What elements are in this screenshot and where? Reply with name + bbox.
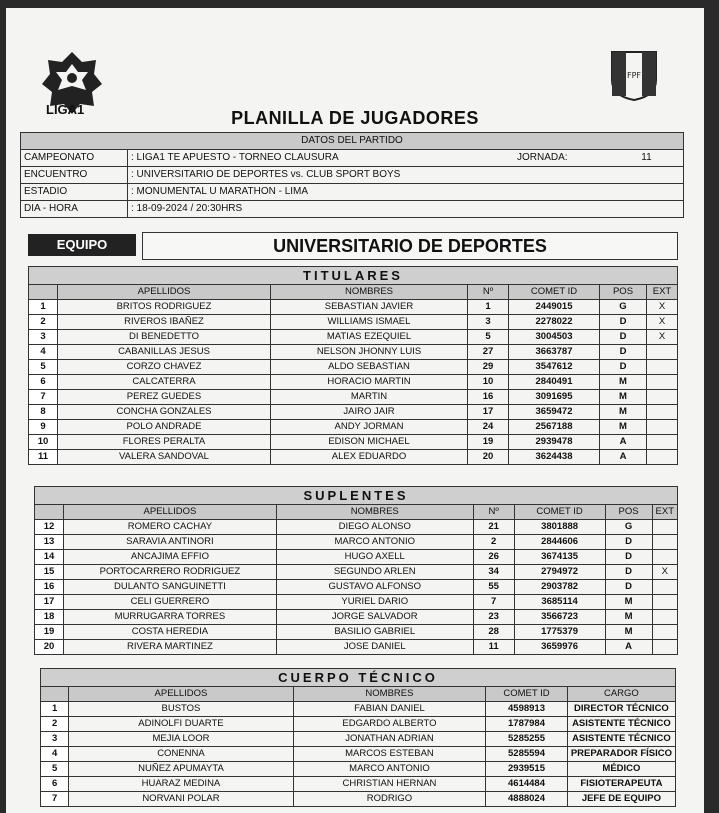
table-row — [35, 580, 678, 595]
cell-numero: 11 — [473, 640, 514, 655]
cell-pos: D — [605, 565, 652, 580]
table-row — [41, 702, 676, 717]
cell-comet: 2939478 — [509, 435, 600, 450]
cell-nombres: ALDO SEBASTIAN — [271, 360, 468, 375]
estadio-label: ESTADIO — [21, 184, 128, 201]
cell-cargo: FISIOTERAPEUTA — [567, 777, 675, 792]
cell-apellidos: RIVEROS IBAÑEZ — [58, 315, 271, 330]
suplentes-title: SUPLENTES — [35, 487, 678, 505]
cell-apellidos: VALERA SANDOVAL — [58, 450, 271, 465]
cell-apellidos: NORVANI POLAR — [69, 792, 294, 807]
cell-n: 6 — [29, 375, 58, 390]
planilla-sheet — [6, 8, 704, 813]
cell-cargo: MÉDICO — [567, 762, 675, 777]
cell-nombres: GUSTAVO ALFONSO — [276, 580, 473, 595]
cell-cargo: ASISTENTE TÉCNICO — [567, 732, 675, 747]
cell-ext — [647, 360, 678, 375]
cell-comet: 2844606 — [514, 535, 605, 550]
cell-comet: 3663787 — [509, 345, 600, 360]
cell-nombres: MARCO ANTONIO — [293, 762, 486, 777]
estadio-value: : MONUMENTAL U MARATHON - LIMA — [128, 184, 684, 201]
cell-nombres: NELSON JHONNY LUIS — [271, 345, 468, 360]
fpf-logo-text: FPF — [626, 71, 642, 80]
cell-nombres: BASILIO GABRIEL — [276, 625, 473, 640]
table-row — [41, 762, 676, 777]
cell-nombres: JOSE DANIEL — [276, 640, 473, 655]
cell-apellidos: RIVERA MARTINEZ — [63, 640, 276, 655]
cell-apellidos: HUARAZ MEDINA — [69, 777, 294, 792]
cell-comet: 2903782 — [514, 580, 605, 595]
cell-ext — [652, 535, 677, 550]
table-row — [29, 390, 678, 405]
cell-nombres: YURIEL DARIO — [276, 595, 473, 610]
jornada-label: JORNADA: — [514, 150, 610, 167]
cell-cargo: PREPARADOR FÍSICO — [567, 747, 675, 762]
col-apellidos: APELLIDOS — [69, 687, 294, 702]
cell-numero: 17 — [468, 405, 509, 420]
cell-ext — [647, 405, 678, 420]
cell-comet: 4614484 — [486, 777, 568, 792]
cell-apellidos: ADINOLFI DUARTE — [69, 717, 294, 732]
table-row — [29, 300, 678, 315]
cell-numero: 23 — [473, 610, 514, 625]
cell-nombres: MATIAS EZEQUIEL — [271, 330, 468, 345]
table-row — [35, 610, 678, 625]
cell-comet: 3547612 — [509, 360, 600, 375]
cell-comet: 3659472 — [509, 405, 600, 420]
col-cargo: CARGO — [567, 687, 675, 702]
cell-numero: 16 — [468, 390, 509, 405]
cell-pos: M — [605, 625, 652, 640]
cell-pos: M — [605, 610, 652, 625]
cell-numero: 24 — [468, 420, 509, 435]
cell-nombres: JONATHAN ADRIAN — [293, 732, 486, 747]
cell-apellidos: CALCATERRA — [58, 375, 271, 390]
table-row — [41, 747, 676, 762]
cell-apellidos: COSTA HEREDIA — [63, 625, 276, 640]
cell-apellidos: CONENNA — [69, 747, 294, 762]
encuentro-value: : UNIVERSITARIO DE DEPORTES vs. CLUB SPORT BOYS — [128, 167, 684, 184]
table-row — [35, 550, 678, 565]
col-nombres: NOMBRES — [293, 687, 486, 702]
cell-nombres: MARTIN — [271, 390, 468, 405]
cell-numero: 28 — [473, 625, 514, 640]
cell-nombres: FABIAN DANIEL — [293, 702, 486, 717]
cell-nombres: SEGUNDO ARLEN — [276, 565, 473, 580]
cell-n: 9 — [29, 420, 58, 435]
cell-nombres: EDISON MICHAEL — [271, 435, 468, 450]
cell-apellidos: DI BENEDETTO — [58, 330, 271, 345]
cell-n: 18 — [35, 610, 64, 625]
cell-pos: D — [605, 535, 652, 550]
cell-comet: 2794972 — [514, 565, 605, 580]
cell-comet: 4598913 — [486, 702, 568, 717]
cell-comet: 3624438 — [509, 450, 600, 465]
fpf-shield-icon — [610, 50, 658, 102]
col-nombres: NOMBRES — [271, 285, 468, 300]
cell-n: 1 — [29, 300, 58, 315]
col-numero: Nº — [468, 285, 509, 300]
table-row — [41, 777, 676, 792]
cell-n: 20 — [35, 640, 64, 655]
table-row — [41, 792, 676, 807]
page-title: PLANILLA DE JUGADORES — [231, 108, 479, 128]
cell-comet: 2840491 — [509, 375, 600, 390]
cell-pos: D — [605, 580, 652, 595]
col-ext: EXT — [652, 505, 677, 520]
cell-pos: D — [605, 550, 652, 565]
cell-pos: D — [600, 330, 647, 345]
cell-pos: M — [600, 420, 647, 435]
cell-ext — [652, 610, 677, 625]
col-apellidos: APELLIDOS — [63, 505, 276, 520]
cell-pos: M — [600, 390, 647, 405]
cell-nombres: DIEGO ALONSO — [276, 520, 473, 535]
team-label: EQUIPO — [28, 234, 136, 256]
titulares-title: TITULARES — [29, 267, 678, 285]
cell-n: 11 — [29, 450, 58, 465]
cell-pos: D — [600, 345, 647, 360]
cell-n: 2 — [41, 717, 69, 732]
cell-apellidos: DULANTO SANGUINETTI — [63, 580, 276, 595]
cell-comet: 1787984 — [486, 717, 568, 732]
jornada-value: 11 — [610, 150, 684, 167]
cell-n: 1 — [41, 702, 69, 717]
cell-numero: 34 — [473, 565, 514, 580]
cell-numero: 55 — [473, 580, 514, 595]
cell-ext — [647, 375, 678, 390]
campeonato-value: : LIGA1 TE APUESTO - TORNEO CLAUSURA — [128, 150, 515, 167]
cell-nombres: CHRISTIAN HERNAN — [293, 777, 486, 792]
table-row — [35, 640, 678, 655]
table-row — [35, 565, 678, 580]
cell-pos: M — [600, 375, 647, 390]
cell-n: 8 — [29, 405, 58, 420]
cell-comet: 3004503 — [509, 330, 600, 345]
cell-nombres: ALEX EDUARDO — [271, 450, 468, 465]
cell-ext — [647, 435, 678, 450]
match-section-title: DATOS DEL PARTIDO — [21, 133, 684, 150]
cell-apellidos: SARAVIA ANTINORI — [63, 535, 276, 550]
cell-numero: 7 — [473, 595, 514, 610]
cell-n: 5 — [41, 762, 69, 777]
cell-apellidos: CABANILLAS JESUS — [58, 345, 271, 360]
cell-n: 17 — [35, 595, 64, 610]
table-row — [29, 315, 678, 330]
cell-nombres: MARCOS ESTEBAN — [293, 747, 486, 762]
cell-numero: 21 — [473, 520, 514, 535]
fecha-label: DIA - HORA — [21, 201, 128, 218]
cell-comet: 3091695 — [509, 390, 600, 405]
cell-nombres: SEBASTIAN JAVIER — [271, 300, 468, 315]
cell-apellidos: MURRUGARRA TORRES — [63, 610, 276, 625]
cell-numero: 27 — [468, 345, 509, 360]
cell-cargo: DIRECTOR TÉCNICO — [567, 702, 675, 717]
cell-n: 5 — [29, 360, 58, 375]
table-row — [35, 595, 678, 610]
cell-numero: 19 — [468, 435, 509, 450]
cell-pos: D — [600, 360, 647, 375]
col-numero: Nº — [473, 505, 514, 520]
team-name: UNIVERSITARIO DE DEPORTES — [142, 232, 678, 260]
cell-apellidos: PEREZ GUEDES — [58, 390, 271, 405]
cell-comet: 2939515 — [486, 762, 568, 777]
titulares-table — [28, 266, 678, 465]
cell-comet: 5285594 — [486, 747, 568, 762]
cell-n: 7 — [29, 390, 58, 405]
cell-n: 6 — [41, 777, 69, 792]
cell-nombres: JORGE SALVADOR — [276, 610, 473, 625]
col-ext: EXT — [647, 285, 678, 300]
encuentro-label: ENCUENTRO — [21, 167, 128, 184]
fecha-value: : 18-09-2024 / 20:30HRS — [128, 201, 684, 218]
cell-apellidos: ROMERO CACHAY — [63, 520, 276, 535]
cell-apellidos: NUÑEZ APUMAYTA — [69, 762, 294, 777]
cell-nombres: ANDY JORMAN — [271, 420, 468, 435]
col-comet: COMET ID — [514, 505, 605, 520]
cell-comet: 2567188 — [509, 420, 600, 435]
cell-ext — [652, 580, 677, 595]
cell-n: 2 — [29, 315, 58, 330]
cell-comet: 3685114 — [514, 595, 605, 610]
cell-apellidos: POLO ANDRADE — [58, 420, 271, 435]
col-apellidos: APELLIDOS — [58, 285, 271, 300]
cell-apellidos: CONCHA GONZALES — [58, 405, 271, 420]
cell-ext — [647, 345, 678, 360]
cell-apellidos: BUSTOS — [69, 702, 294, 717]
cell-nombres: RODRIGO — [293, 792, 486, 807]
table-row — [29, 375, 678, 390]
cell-n: 13 — [35, 535, 64, 550]
cell-nombres: HUGO AXELL — [276, 550, 473, 565]
cell-ext — [652, 550, 677, 565]
cell-comet: 3659976 — [514, 640, 605, 655]
cell-comet: 3801888 — [514, 520, 605, 535]
cell-pos: M — [600, 405, 647, 420]
cell-numero: 2 — [473, 535, 514, 550]
cell-numero: 10 — [468, 375, 509, 390]
cell-apellidos: MEJIA LOOR — [69, 732, 294, 747]
col-comet: COMET ID — [486, 687, 568, 702]
cell-n: 3 — [29, 330, 58, 345]
table-row — [35, 535, 678, 550]
cell-apellidos: ANCAJIMA EFFIO — [63, 550, 276, 565]
campeonato-label: CAMPEONATO — [21, 150, 128, 167]
cell-pos: A — [600, 450, 647, 465]
col-comet: COMET ID — [509, 285, 600, 300]
cell-apellidos: FLORES PERALTA — [58, 435, 271, 450]
cell-numero: 20 — [468, 450, 509, 465]
cell-n: 16 — [35, 580, 64, 595]
cell-pos: A — [600, 435, 647, 450]
suplentes-table — [34, 486, 678, 655]
cell-n: 15 — [35, 565, 64, 580]
cell-ext — [647, 420, 678, 435]
cell-apellidos: CELI GUERRERO — [63, 595, 276, 610]
col-pos: POS — [600, 285, 647, 300]
cell-comet: 5285255 — [486, 732, 568, 747]
cell-nombres: MARCO ANTONIO — [276, 535, 473, 550]
cell-pos: A — [605, 640, 652, 655]
cell-ext — [647, 390, 678, 405]
table-row — [29, 345, 678, 360]
cell-n: 7 — [41, 792, 69, 807]
cuerpo-tecnico-table — [40, 668, 676, 807]
cell-ext: X — [652, 565, 677, 580]
cell-nombres: EDGARDO ALBERTO — [293, 717, 486, 732]
table-row — [29, 360, 678, 375]
cell-nombres: WILLIAMS ISMAEL — [271, 315, 468, 330]
cell-ext — [647, 450, 678, 465]
cell-ext — [652, 640, 677, 655]
cell-apellidos: PORTOCARRERO RODRIGUEZ — [63, 565, 276, 580]
cell-comet: 1775379 — [514, 625, 605, 640]
cell-ext — [652, 625, 677, 640]
cell-comet: 2278022 — [509, 315, 600, 330]
cell-n: 14 — [35, 550, 64, 565]
cell-cargo: JEFE DE EQUIPO — [567, 792, 675, 807]
cell-ext — [652, 595, 677, 610]
cell-comet: 3566723 — [514, 610, 605, 625]
table-row — [29, 405, 678, 420]
cell-numero: 1 — [468, 300, 509, 315]
cell-cargo: ASISTENTE TÉCNICO — [567, 717, 675, 732]
cell-nombres: HORACIO MARTIN — [271, 375, 468, 390]
table-row — [29, 330, 678, 345]
cell-n: 4 — [29, 345, 58, 360]
cell-comet: 2449015 — [509, 300, 600, 315]
match-info-table — [20, 132, 684, 218]
cell-apellidos: BRITOS RODRIGUEZ — [58, 300, 271, 315]
liga1-logo-text: LIGA1 — [46, 102, 85, 117]
cell-numero: 26 — [473, 550, 514, 565]
table-row — [35, 625, 678, 640]
table-row — [41, 717, 676, 732]
table-row — [41, 732, 676, 747]
cell-nombres: JAIRO JAIR — [271, 405, 468, 420]
table-row — [29, 420, 678, 435]
cell-comet: 4888024 — [486, 792, 568, 807]
cell-n: 10 — [29, 435, 58, 450]
cell-n: 3 — [41, 732, 69, 747]
cell-pos: G — [600, 300, 647, 315]
col-pos: POS — [605, 505, 652, 520]
cell-pos: M — [605, 595, 652, 610]
cell-numero: 29 — [468, 360, 509, 375]
cell-numero: 5 — [468, 330, 509, 345]
cell-ext: X — [647, 315, 678, 330]
table-row — [35, 520, 678, 535]
cell-n: 12 — [35, 520, 64, 535]
cell-n: 19 — [35, 625, 64, 640]
cell-ext: X — [647, 330, 678, 345]
col-nombres: NOMBRES — [276, 505, 473, 520]
cell-comet: 3674135 — [514, 550, 605, 565]
cell-pos: G — [605, 520, 652, 535]
cell-apellidos: CORZO CHAVEZ — [58, 360, 271, 375]
cell-numero: 3 — [468, 315, 509, 330]
cell-ext — [652, 520, 677, 535]
cuerpo-tecnico-title: CUERPO TÉCNICO — [41, 669, 676, 687]
cell-pos: D — [600, 315, 647, 330]
cell-n: 4 — [41, 747, 69, 762]
cell-ext: X — [647, 300, 678, 315]
table-row — [29, 450, 678, 465]
table-row — [29, 435, 678, 450]
